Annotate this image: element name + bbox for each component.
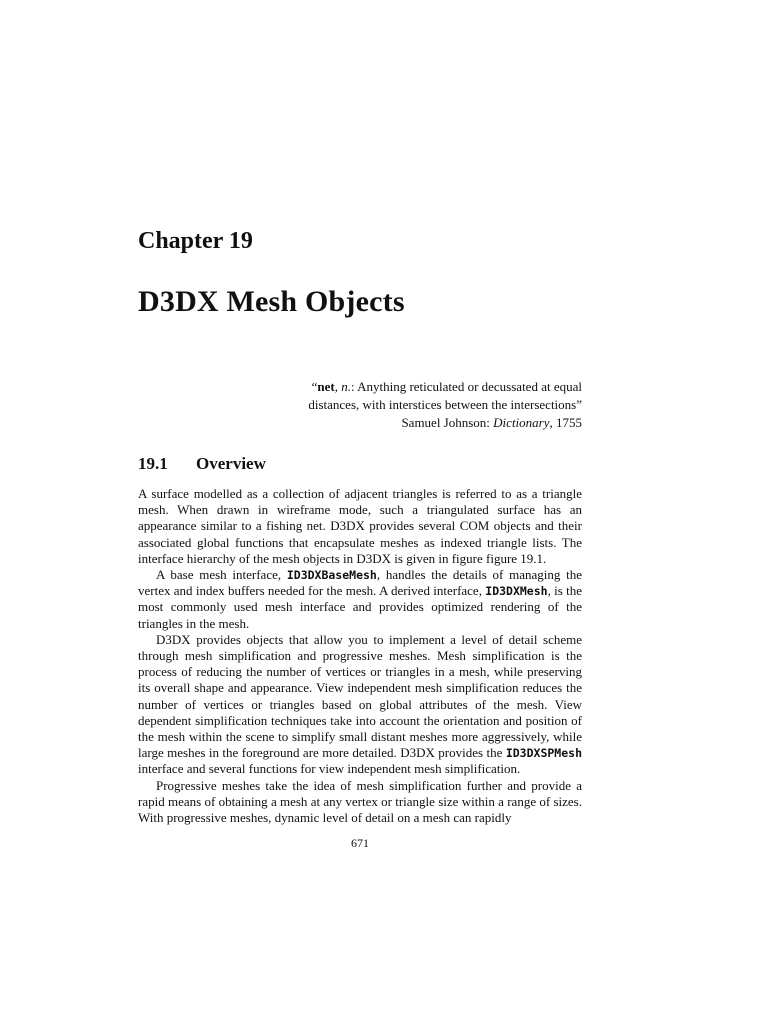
section-heading	[138, 454, 266, 474]
section-number: 19.1	[138, 454, 168, 473]
epigraph	[260, 378, 582, 432]
epigraph-open-quote: “	[311, 379, 318, 394]
body-text	[138, 486, 582, 826]
epigraph-author: Samuel Johnson:	[401, 415, 494, 430]
epigraph-work: Dictionary	[493, 415, 550, 430]
epigraph-term: net	[317, 379, 335, 394]
code-id3dxbasemesh: ID3DXBaseMesh	[286, 568, 377, 583]
paragraph-3	[138, 632, 582, 778]
paragraph-2-text-c: , is the most commonly used mesh interface and provides optimized rendering of the triangles in the mesh.	[138, 583, 582, 631]
epigraph-definition-2: distances, with interstices between the intersections”	[308, 397, 582, 412]
page-number: 671	[351, 836, 369, 850]
epigraph-line-1	[260, 378, 582, 396]
paragraph-2	[138, 567, 582, 632]
epigraph-year: , 1755	[549, 415, 582, 430]
paragraph-3-text-b: interface and several functions for view independent mesh simplification.	[138, 761, 521, 777]
paragraph-1: A surface modelled as a collection of adjacent triangles is referred to as a triangle mesh. When drawn in wireframe mode, such a triangulated surface has an appearance similar to a fishing net. D3DX provides several COM objects and their associated global functions that encapsulate meshes as indexed triangle lists. The interface hierarchy of the mesh objects in D3DX is given in figure figure 19.1.	[138, 486, 582, 566]
chapter-title: D3DX Mesh Objects	[138, 285, 405, 318]
code-id3dxspmesh: ID3DXSPMesh	[505, 746, 582, 761]
code-id3dxmesh: ID3DXMesh	[485, 584, 548, 599]
paragraph-2-text-a: A base mesh interface,	[156, 567, 287, 583]
paragraph-2-text-b: , handles the details of managing the vertex and index buffers needed for the mesh. A derived interface,	[138, 567, 582, 599]
epigraph-attribution	[260, 414, 582, 432]
chapter-label: Chapter 19	[138, 228, 253, 254]
epigraph-separator: ,	[334, 379, 342, 394]
epigraph-part-of-speech: n.	[341, 379, 351, 394]
paragraph-4: Progressive meshes take the idea of mesh simplification further and provide a rapid means of obtaining a mesh at any vertex or triangle size within a range of sizes. With progressive meshes, dynamic level of detail on a mesh can rapidly	[138, 777, 582, 826]
epigraph-definition-1: : Anything reticulated or decussated at equal	[350, 379, 582, 394]
section-title: Overview	[196, 454, 266, 473]
paragraph-3-text-a: D3DX provides objects that allow you to implement a level of detail scheme through mesh simplification and progressive meshes. Mesh simplification is the process of reducing the number of vertices or triangles in a mesh, while preserving its overall shape and appearance. View independent mesh simplification reduces the number of vertices or triangles based on global attributes of the mesh. View dependent simplification techniques take into account the orientation and position of the mesh within the scene to simplify small distant meshes more aggressively, while large meshes in the foreground are more detailed. D3DX provides the	[138, 631, 582, 761]
